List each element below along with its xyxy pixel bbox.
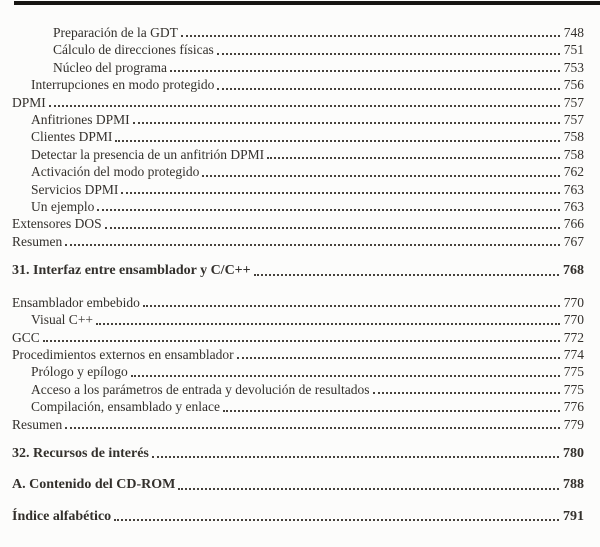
toc-entry [12,398,584,415]
toc-entry [12,294,584,311]
header-rule [14,1,600,5]
toc-entry [12,311,584,328]
toc-entry [12,381,584,398]
toc-entry [12,476,584,493]
dot-leader [217,88,559,90]
toc-entry-page-number: 758 [563,146,584,162]
toc-entry-page-number: 763 [563,181,584,197]
toc-entry [12,198,584,215]
toc-entry-title: Resumen [12,233,63,249]
dot-leader [105,227,560,229]
toc-entry [12,41,584,58]
toc-entry-title: Detectar la presencia de un anfitrión DPMI [31,146,265,162]
dot-leader [267,157,560,159]
toc-entry-title: Interrupciones en modo protegido [31,77,215,93]
toc-entry [12,262,584,279]
dot-leader [43,340,560,342]
toc-entry-page-number: 763 [563,199,584,215]
toc-entry-page-number: 757 [563,94,584,110]
toc-entry-title: A. Contenido del CD-ROM [12,477,176,493]
toc-entry-page-number: 766 [563,216,584,232]
toc-entry-title: Servicios DPMI [31,181,119,197]
toc-entry-page-number: 762 [563,164,584,180]
toc-entry-title: Visual C++ [31,312,94,328]
toc-entry-title: DPMI [12,94,46,110]
dot-leader [115,140,559,142]
toc-entry-page-number: 791 [563,508,584,524]
dot-leader [114,519,559,521]
dot-leader [65,244,560,246]
dot-leader [65,427,560,429]
toc-entry-page-number: 758 [563,129,584,145]
toc-entry-title: Cálculo de direcciones físicas [53,42,214,58]
toc-entry [12,329,584,346]
toc-entry-title: 31. Interfaz entre ensamblador y C/C++ [12,263,251,279]
toc-entry [12,181,584,198]
dot-leader [254,274,559,276]
toc-entry-title: Preparación de la GDT [53,25,178,40]
dot-leader [96,323,560,325]
toc-entry-page-number: 775 [563,381,584,397]
toc-entry [12,233,584,250]
toc-entry-page-number: 779 [563,416,584,432]
toc-entry-page-number: 767 [563,233,584,249]
toc-entry [12,508,584,525]
toc-entry [12,24,584,41]
toc-entry [12,163,584,180]
toc-entry-page-number: 780 [563,445,584,461]
dot-leader [373,392,560,394]
toc-entry [12,416,584,433]
toc-entry-title: Un ejemplo [31,199,95,215]
toc-entry-title: GCC [12,329,40,345]
toc-entry-page-number: 775 [563,364,584,380]
toc-entry [12,346,584,363]
toc-entry-page-number: 753 [563,59,584,75]
toc-entry [12,215,584,232]
toc-entry-title: Índice alfabético [12,508,112,524]
toc-entry-page-number: 770 [563,294,584,310]
dot-leader [178,488,559,490]
toc-entry [12,128,584,145]
toc-entry-title: Resumen [12,416,63,432]
toc-entry-page-number: 774 [563,346,584,362]
toc-entry [12,363,584,380]
toc-entry-page-number: 748 [563,25,584,40]
toc-entry-page-number: 776 [563,399,584,415]
toc-entry-page-number: 751 [563,42,584,58]
toc-entry-title: 32. Recursos de interés [12,445,149,461]
toc-entry-page-number: 772 [563,329,584,345]
dot-leader [143,305,560,307]
toc-list [12,24,584,539]
toc-entry-page-number: 788 [563,477,584,493]
toc-entry-title: Prólogo y epílogo [31,364,128,380]
toc-entry-page-number: 757 [563,112,584,128]
toc-entry-title: Ensamblador embebido [12,294,140,310]
toc-entry-page-number: 770 [563,312,584,328]
dot-leader [49,105,560,107]
toc-entry [12,94,584,111]
dot-leader [202,175,559,177]
toc-entry-page-number: 768 [563,263,584,279]
toc-entry [12,59,584,76]
toc-entry-title: Compilación, ensamblado y enlace [31,399,220,415]
dot-leader [97,209,559,211]
dot-leader [152,456,559,458]
toc-entry [12,445,584,462]
dot-leader [237,357,560,359]
toc-entry-title: Activación del modo protegido [31,164,200,180]
dot-leader [181,35,560,37]
toc-entry-title: Núcleo del programa [53,59,167,75]
toc-entry-page-number: 756 [563,77,584,93]
toc-entry-title: Acceso a los parámetros de entrada y devolución de resultados [31,381,370,397]
dot-leader [121,192,559,194]
toc-entry-title: Extensores DOS [12,216,102,232]
dot-leader [131,375,560,377]
dot-leader [217,53,560,55]
dot-leader [133,122,560,124]
toc-entry [12,146,584,163]
toc-entry [12,76,584,93]
toc-entry [12,111,584,128]
toc-entry-title: Clientes DPMI [31,129,113,145]
dot-leader [223,410,560,412]
toc-entry-title: Anfitriones DPMI [31,112,130,128]
toc-entry-title: Procedimientos externos en ensamblador [12,346,234,362]
dot-leader [170,70,560,72]
